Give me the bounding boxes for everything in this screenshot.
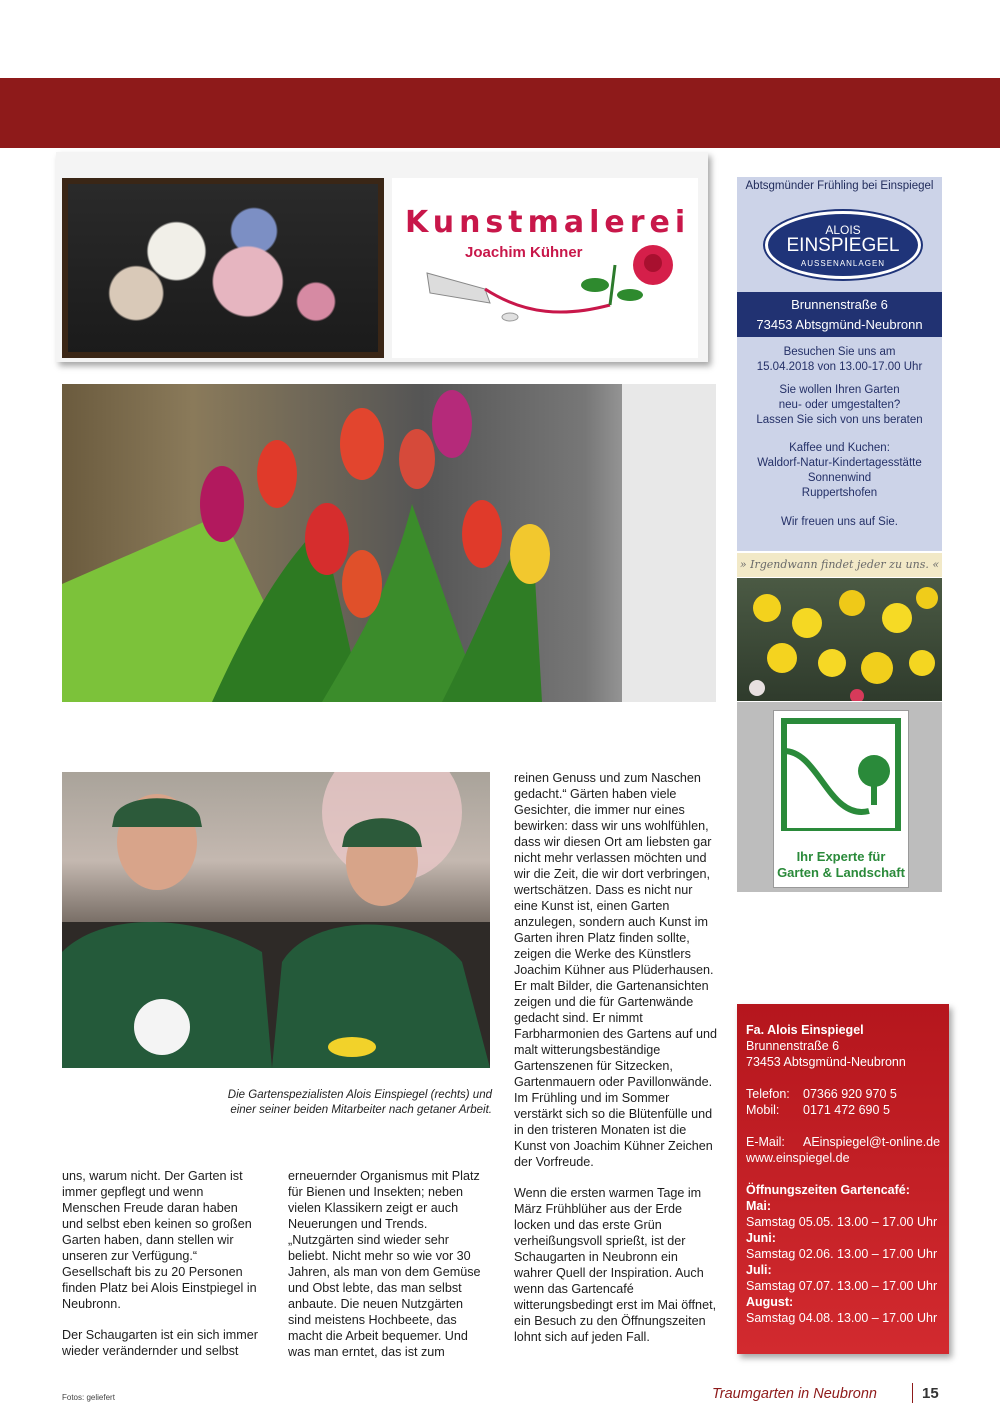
phone-label: Telefon: xyxy=(746,1087,790,1101)
hours-month: Mai: xyxy=(746,1199,771,1213)
company-name: Fa. Alois Einspiegel xyxy=(746,1023,864,1037)
garden-info xyxy=(737,383,942,428)
footer-divider xyxy=(912,1383,913,1403)
garden-line: neu- oder umgestalten? xyxy=(778,399,901,411)
mobile-number: 0171 472 690 5 xyxy=(803,1103,890,1117)
article-column-1 xyxy=(62,1168,262,1374)
gardeners-photo xyxy=(62,772,490,1068)
company-street: Brunnenstraße 6 xyxy=(746,1039,840,1053)
closing-line: Wir freuen uns auf Sie. xyxy=(781,516,898,528)
tulip-photo xyxy=(62,384,716,702)
hours-time: Samstag 02.06. 13.00 – 17.00 Uhr xyxy=(746,1247,938,1261)
visit-info xyxy=(737,345,942,375)
garden-line: Lassen Sie sich von uns beraten xyxy=(756,414,923,426)
header-bar xyxy=(0,78,1000,148)
paragraph: Der Schaugarten ist ein sich immer wieder verändernder und selbst xyxy=(62,1328,258,1358)
einspiegel-advertisement xyxy=(737,177,942,551)
hours-time: Samstag 07.07. 13.00 – 17.00 Uhr xyxy=(746,1279,938,1293)
page-number: 15 xyxy=(922,1385,939,1402)
hours-month: Juli: xyxy=(746,1263,772,1277)
cafe-line: Waldorf-Natur-Kindertagesstätte xyxy=(757,457,922,469)
cafe-info xyxy=(737,441,942,501)
paragraph: erneuernder Organismus mit Platz für Bienen und Insekten; neben vielen Klassikern zeigt er auch Neuerungen und Trends. „Nutzgärten sind wieder sehr beliebt. Nicht mehr so wie vor 30 Jahren, als man von dem Gemüse und Obst lebte, das man selbst anbaute. Die neuen Nutzgärten sind meistens Hochbeete, das macht die Arbeit bequemer. Und was man erntet, das ist zum xyxy=(288,1169,481,1359)
daffodil-photo xyxy=(737,578,942,701)
expert-line: Ihr Experte für xyxy=(796,849,886,864)
hours-time: Samstag 04.08. 13.00 – 17.00 Uhr xyxy=(746,1311,938,1325)
address-street: Brunnenstraße 6 xyxy=(791,297,888,312)
photo-caption: Die Gartenspezialisten Alois Einspiegel (rechts) und einer seiner beiden Mitarbeiter nach getaner Arbeit. xyxy=(227,1089,492,1116)
ad-header: Abtsgmünder Frühling bei Einspiegel xyxy=(745,180,934,192)
logo-subtitle: AUSSENANLAGEN xyxy=(800,259,886,268)
phone-number: 07366 920 970 5 xyxy=(803,1087,897,1101)
article-column-3 xyxy=(514,770,718,1360)
mobile-label: Mobil: xyxy=(746,1103,780,1117)
expert-badge-panel xyxy=(737,702,942,892)
website-link[interactable]: www.einspiegel.de xyxy=(746,1151,850,1165)
cafe-line: Kaffee und Kuchen: xyxy=(789,442,890,454)
flower-painting-image xyxy=(62,178,384,358)
hours-title: Öffnungszeiten Gartencafé: xyxy=(746,1183,910,1197)
address-city: 73453 Abtsgmünd-Neubronn xyxy=(756,317,923,332)
garden-line: Sie wollen Ihren Garten xyxy=(779,384,900,396)
kunstmalerei-title: Kunstmalerei xyxy=(405,205,691,240)
photo-credit: Fotos: geliefert xyxy=(62,1393,115,1402)
contact-box xyxy=(737,1004,949,1354)
footer-title: Traumgarten in Neubronn xyxy=(712,1386,877,1402)
phone-row xyxy=(746,1086,949,1102)
cafe-line: Ruppertshofen xyxy=(801,487,878,499)
mobile-row xyxy=(746,1102,949,1118)
visit-line: Besuchen Sie uns am xyxy=(783,346,896,358)
expert-line: Garten & Landschaft xyxy=(777,865,905,880)
slogan-strip: » Irgendwann findet jeder zu uns. « xyxy=(737,553,942,577)
address-band xyxy=(737,292,942,337)
paragraph: Wenn die ersten warmen Tage im März Frühblüher aus der Erde locken und das erste Grün verheißungsvoll sprießt, ist der Schaugarten in Neubronn ein wahrer Quell der Inspiration. Auch wenn das Gartencafé witterungsbedingt erst im Mai öffnet, ein Besuch zu den Öffnungszeiten lohnt sich auf jeden Fall. xyxy=(514,1186,717,1344)
company-city: 73453 Abtsgmünd-Neubronn xyxy=(746,1055,906,1069)
expert-text xyxy=(774,849,908,881)
logo-first-name: ALOIS xyxy=(825,223,861,237)
paragraph: reinen Genuss und zum Naschen gedacht.“ Gärten haben viele Gesichter, die immer nur eines bewirken: dass wir uns wohlfühlen, dass wir diesen Ort am liebsten gar nicht mehr verlassen möchten und wir die Zeit, die wir dort verbringen, wertschätzen. Dass es nicht nur eine Kunst ist, einen Garten anzulegen, sondern auch Kunst im Garten ihren Platz finden sollte, zeigen die Werke des Künstlers Joachim Kühner aus Plüderhausen. Er malt Bilder, die Gartenansichten zeigen und die für Gartenwände gedacht sind. Er nimmt Farbharmonien des Gartens auf und malt witterungsbeständige Gartenszenen für Sitzecken, Gartenmauern oder Pavillonwände. Im Frühling und im Sommer verstärkt sich so die Blütenfülle und in den tristeren Monaten ist die Kunst von Joachim Kühner Zeichen der Vorfreude. xyxy=(514,771,718,1169)
article-column-2 xyxy=(288,1168,488,1375)
garden-landscape-badge xyxy=(773,710,909,888)
hours-month: Juni: xyxy=(746,1231,776,1245)
email-row xyxy=(746,1134,949,1150)
visit-line: 15.04.2018 von 13.00-17.00 Uhr xyxy=(756,361,923,373)
hours-time: Samstag 05.05. 13.00 – 17.00 Uhr xyxy=(746,1215,938,1229)
hours-month: August: xyxy=(746,1295,794,1309)
einspiegel-logo xyxy=(765,211,921,279)
paragraph: uns, warum nicht. Der Garten ist immer gepflegt und wenn Menschen Freude daran haben und selbst eben keinen so großen Garten haben, dann stellen wir unseren zur Verfügung.“ Gesellschaft bis zu 20 Personen finden Platz bei Alois Einstpiegel in Neubronn. xyxy=(62,1169,257,1311)
landscape-logo-icon xyxy=(774,711,908,831)
kunstmalerei-subtitle: Joachim Kühner xyxy=(465,244,583,261)
email-label: E-Mail: xyxy=(746,1135,785,1149)
paint-tube-rose-icon xyxy=(415,245,685,325)
email-address[interactable]: AEinspiegel@t-online.de xyxy=(803,1135,941,1149)
cafe-line: Sonnenwind xyxy=(807,472,872,484)
logo-name: EINSPIEGEL xyxy=(786,235,900,256)
